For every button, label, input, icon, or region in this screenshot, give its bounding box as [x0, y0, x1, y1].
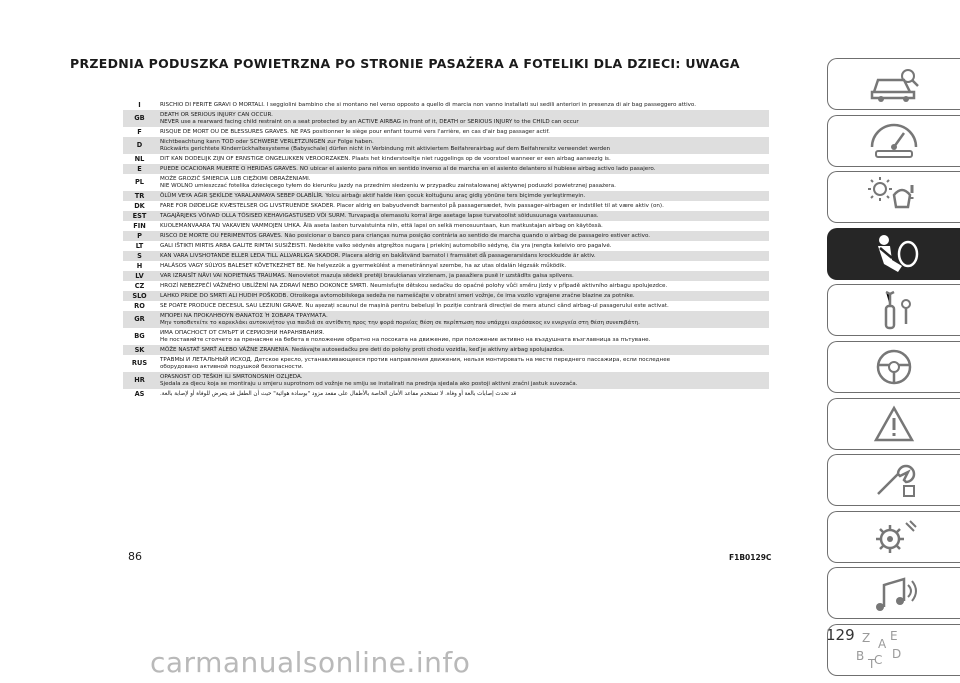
warning-text [156, 311, 769, 328]
dashboard-lights-icon [864, 119, 924, 163]
warning-text [156, 281, 769, 291]
warning-line: Nichtbeachtung kann TOD oder SCHWERE VERLETZUNGEN zur Folge haben. [160, 138, 374, 145]
warning-line: ИМА ОПАСНОСТ ОТ СМЪРТ И СЕРИОЗНИ НАРАНЯВАНИЯ. [160, 329, 325, 336]
warning-row [123, 261, 769, 271]
index-letter: Z [862, 630, 871, 645]
language-code: AS [134, 389, 145, 398]
language-code: FIN [133, 221, 146, 230]
warning-line: VAR IZRAISĪT NĀVI VAI NOPIETNAS TRAUMAS. Nenovietot mazuļa sēdekli pretēji braukšanas virzienam, ja pasažiera pusē ir uzstādīts gaisa spilvens. [160, 272, 574, 279]
warning-line: RISCO DE MORTE OU FERIMENTOS GRAVES. Não posicionar o banco para crianças numa posição contrária ao sentido de marcha quando o airbag de passageiro estiver activo. [160, 232, 651, 239]
tab-warning-lights[interactable] [827, 171, 960, 223]
warning-lights-icon [864, 175, 924, 219]
warning-text [156, 100, 769, 110]
language-code: CZ [134, 281, 145, 290]
warning-text [156, 328, 769, 345]
warning-text [156, 372, 769, 389]
warning-line: Не поставяйте столчето за пренасяне на бебета в положение обратно на посоката на движение, при положение активно на въздушната възглавница за пътуване. [160, 336, 651, 343]
warning-line: ÖLÜM VEYA AĞIR ŞEKİLDE YARALANMAYA SEBEP OLABİLİR. Yolcu airbağı aktif halde iken çocuk koltuğunu araç gidiş yönüne ters biçimde yerleştirmeyin. [160, 192, 586, 199]
index-letter: E [890, 628, 898, 643]
warning-text [156, 271, 769, 281]
seat-safety-airbag-icon [864, 232, 924, 276]
maintenance-wrench-icon [864, 458, 924, 502]
warning-row [123, 100, 769, 110]
tab-dashboard[interactable] [827, 115, 960, 167]
warning-row [123, 345, 769, 355]
warning-text [156, 291, 769, 301]
warning-row [123, 291, 769, 301]
warning-line: قد تحدث إصابات بالغة أو وفاة. لا تستخدم مقاعد الأمان الخاصة بالأطفال على مقعد مزود "بوسادة هوائية" حيث أن الطفل قد يتعرض للوفاة أو لإصابة بالغة. [160, 390, 517, 397]
warning-line: KUOLEMANVAARA TAI VAKAVIEN VAMMOJEN UHKA. Älä aseta lasten turvaistuinta niin, että lapsi on selkä menosuuntaan, kun matkustajan airbag on käytössä. [160, 222, 603, 229]
warning-line: KAN VARA LIVSHOTANDE ELLER LEDA TILL ALLVARLIGA SKADOR. Placera aldrig en bakåtvänd barnstol i framsätet då passagerarsidans krockkudde är aktiv. [160, 252, 596, 259]
warning-row [123, 110, 769, 127]
tools-icon [864, 288, 924, 332]
specifications-gear-icon [864, 515, 924, 559]
warning-text [156, 110, 769, 127]
warning-line: Sjedala za djecu koja se montiraju u smjeru suprotnom od vožnje ne smiju se instalirati na prednja sjedala ako postoji aktivni zračni jastuk suvozača. [160, 380, 578, 387]
language-code: LV [135, 271, 144, 280]
warning-row [123, 389, 769, 399]
warnings-table [123, 100, 769, 399]
warning-row [123, 127, 769, 137]
language-code: TR [134, 191, 145, 200]
warning-row [123, 221, 769, 231]
warning-row [123, 355, 769, 372]
language-code: D [136, 141, 143, 149]
warning-line: DEATH OR SERIOUS INJURY CAN OCCUR. [160, 111, 273, 118]
steering-wheel-icon [864, 345, 924, 389]
warning-line: GALI IŠTIKTI MIRTIS ARBA GALITE RIMTAI SUSIŽEISTI. Nedėkite vaiko sėdynės atgręžtos nugara į priekinį automobilio sėdynę, čia yra įrengta keleivio oro pagalvė. [160, 242, 612, 249]
warning-line: SE POATE PRODUCE DECESUL SAU LEZIUNI GRAVE. Nu așezați scaunul de mașină pentru bebeluși în poziție contrară direcției de mers atunci când airbag-ul pasagerului este activat. [160, 302, 669, 309]
language-code: I [138, 100, 141, 109]
warning-line: OPASNOST OD TEŠKIH ILI SMRTONOSNIH OZLJEDA. [160, 373, 303, 380]
warning-line: NEVER use a rearward facing child restraint on a seat protected by an ACTIVE AIRBAG in front of it, DEATH or SERIOUS INJURY to the CHILD can occur [160, 118, 579, 125]
warning-text [156, 345, 769, 355]
warning-row [123, 311, 769, 328]
language-code: PL [134, 178, 145, 186]
warning-text [156, 201, 769, 211]
language-code: F [137, 127, 142, 136]
warning-text [156, 241, 769, 251]
index-letter: T [868, 656, 876, 671]
tab-maintenance[interactable] [827, 454, 960, 506]
language-code: S [137, 251, 142, 260]
warning-row [123, 251, 769, 261]
tab-safety[interactable] [827, 228, 960, 280]
warning-line: ΜΠΟΡΕΙ ΝΑ ΠΡΟΚΛΗΘΟΥΝ ΘΑΝΑΤΟΣ Ή ΣΟΒΑΡΑ ΤΡΑΥΜΑΤΑ. [160, 312, 328, 319]
warning-text [156, 231, 769, 241]
warning-text [156, 154, 769, 164]
language-code: SLO [132, 291, 147, 300]
language-code: RUS [131, 359, 148, 367]
warning-line: HROZÍ NEBEZPEČÍ VÁŽNÉHO UBLÍŽENÍ NA ZDRAVÍ NEBO DOKONCE SMRTI. Neumisťujte dětskou sedačku do opačné polohy vůči směru jízdy v případě aktivního airbagu spolujezdce. [160, 282, 668, 289]
watermark: carmanualsonline.info [150, 646, 471, 679]
index-letter: C [874, 652, 883, 667]
warning-text [156, 164, 769, 174]
tab-car-info[interactable] [827, 58, 960, 110]
warning-text [156, 127, 769, 137]
warning-text [156, 221, 769, 231]
index-letter: D [892, 646, 902, 661]
warning-row [123, 281, 769, 291]
warning-text [156, 301, 769, 311]
warning-text [156, 251, 769, 261]
warning-text [156, 211, 769, 221]
warning-line: TAGAJÄRJEKS VÕIVAD OLLA TÕSISED KEHAVIGASTUSED VÕI SURM. Turvapadja olemasolu korral ärge asetage lapse turvatoolist sõidusuunaga vastassuunas. [160, 212, 599, 219]
language-code: E [137, 164, 142, 173]
warning-line: PUEDE OCACIONAR MUERTE O HERIDAS GRAVES. NO ubicar el asiento para niños en sentido inverso al de marcha en el asiento delantero si hubiese airbag activo lado pasajero. [160, 165, 656, 172]
warning-line: DIT KAN DODELIJK ZIJN OF ERNSTIGE ONGELUKKEN VEROORZAKEN. Plaats het kinderstoeltje niet ruggelings op de voorstoel wanneer er een airbag aanwezig is. [160, 155, 611, 162]
warning-row [123, 174, 769, 191]
language-code: SK [134, 345, 145, 354]
warning-line: MOŻE GROZIĆ ŚMIERCIA LUB CIĘŻKIMI OBRAŻENIAMI. [160, 175, 311, 182]
warning-row [123, 154, 769, 164]
tab-specifications[interactable] [827, 511, 960, 563]
warning-text [156, 355, 769, 372]
tab-multimedia[interactable] [827, 567, 960, 619]
warning-row [123, 271, 769, 281]
warning-row [123, 211, 769, 221]
warning-text [156, 174, 769, 191]
language-code: LT [135, 241, 144, 250]
warning-row [123, 191, 769, 201]
warning-line: Rückwärts gerichtete Kinderrückhaltesysteme (Babyschale) dürfen nicht in Verbindung mit aktiviertem Beifahrerairbag auf dem Beifahrersitz verwendet werden [160, 145, 611, 152]
language-code: EST [132, 211, 147, 220]
warning-row [123, 231, 769, 241]
language-code: BG [134, 332, 145, 340]
warning-line: ТРАВМЫ И ЛЕТАЛЬНЫЙ ИСХОД. Детское кресло, устанавливающееся против направления движения, нельзя монтировать на месте переднего пассажира, если последнее [160, 356, 671, 363]
warning-row [123, 241, 769, 251]
warning-row [123, 164, 769, 174]
warning-line: HALÁSOS VAGY SÚLYOS BALESET KÖVETKEZHET BE. Ne helyezzük a gyermekülést a menetiránnyal szembe, ha az utas oldalán légzsák működik. [160, 262, 567, 269]
warning-line: MÔŽE NASTAŤ SMRŤ ALEBO VÁŽNE ZRANENIA. Nedávajte autosedačku pre deti do polohy proti chodu vozidla, keď je aktívny airbag spolujazdca. [160, 346, 565, 353]
multimedia-icon [864, 571, 924, 615]
index-letter: A [878, 636, 887, 651]
language-code: P [137, 231, 142, 240]
language-code: GR [134, 315, 145, 323]
warning-line: LAHKO PRIDE DO SMRTI ALI HUDIH POŠKODB. Otroškega avtomobilskega sedeža ne nameščajte v obratni smeri vožnje, če ima vozilo vgrajene zračne blazine za potnike. [160, 292, 635, 299]
warning-row [123, 372, 769, 389]
warning-line: NIE WOLNO umieszczać fotelika dziecięcego tyłem do kierunku jazdy na przednim siedzeniu w przypadku zainstalowanej aktywnej poduszki powietrznej pasażera. [160, 182, 616, 189]
page-title: PRZEDNIA PODUSZKA POWIETRZNA PO STRONIE PASAŻERA A FOTELIKI DLA DZIECI: UWAGA [70, 56, 740, 71]
index-letter: B [856, 648, 865, 663]
warning-line: FARE FOR DØDELIGE KVÆSTELSER OG LIVSTRUENDE SKADER. Placer aldrig en babyudvendt barnestol på passagersædet, hvis passager-airbagen er indstillet til at være aktiv (on). [160, 202, 664, 209]
warning-text [156, 137, 769, 154]
figure-number: 86 [128, 550, 142, 563]
warning-line: RISQUE DE MORT OU DE BLESSURES GRAVES. NE PAS positionner le siège pour enfant tourné vers l'arrière, en cas d'air bag passager actif. [160, 128, 550, 135]
warning-row [123, 301, 769, 311]
warning-row [123, 328, 769, 345]
language-code: GB [134, 114, 145, 122]
warning-text [156, 191, 769, 201]
tab-emergency[interactable] [827, 398, 960, 450]
warning-row [123, 201, 769, 211]
warning-text [156, 389, 769, 399]
emergency-triangle-icon [864, 402, 924, 446]
figure-reference: F1B0129C [729, 553, 772, 562]
car-info-icon [864, 62, 924, 106]
language-code: NL [134, 154, 145, 163]
warning-row [123, 137, 769, 154]
language-code: DK [134, 201, 145, 210]
warning-line: оборудовано активной подушкой безопасности. [160, 363, 304, 370]
language-code: RO [134, 301, 145, 310]
warning-line: RISCHIO DI FERITE GRAVI O MORTALI. I seggiolini bambino che si montano nel verso opposto a quello di marcia non vanno installati sui sedili anteriori in presenza di air bag passeggero attivo. [160, 101, 697, 108]
tab-steering[interactable] [827, 341, 960, 393]
warning-line: Μην τοποθετείτε το καρεκλάκι αυτοκινήτου για παιδιά σε αντίθετη προς την φορά πορείας θέση σε περίπτωση που υπάρχει αερόσακος εν ενεργεία στη θέση συνεπιβάτη. [160, 319, 640, 326]
warning-text [156, 261, 769, 271]
side-chapter-tabs [827, 58, 960, 681]
language-code: HR [134, 376, 145, 384]
tab-tools[interactable] [827, 284, 960, 336]
page-number: 129 [826, 626, 855, 644]
tab-index[interactable] [827, 624, 960, 676]
language-code: H [136, 261, 143, 270]
